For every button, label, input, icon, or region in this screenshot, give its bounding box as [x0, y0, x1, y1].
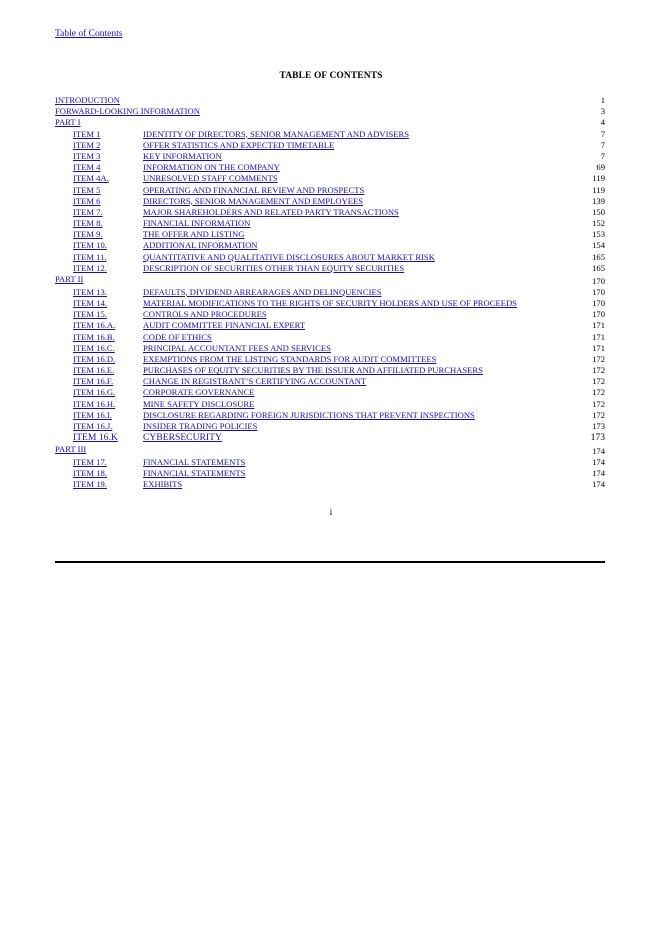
toc-item-row: [55, 399, 605, 410]
toc-item-row: [55, 479, 605, 490]
toc-item-title-link[interactable]: OPERATING AND FINANCIAL REVIEW AND PROSPECTS: [143, 184, 365, 195]
toc-item-title-link[interactable]: IDENTITY OF DIRECTORS, SENIOR MANAGEMENT AND ADVISERS: [143, 128, 410, 139]
toc-page-number: 1: [600, 95, 605, 105]
toc-page-number: 154: [592, 240, 605, 251]
toc-page-number: 170: [592, 276, 605, 286]
toc-page-number: 174: [592, 468, 605, 479]
toc-page-number: 174: [592, 446, 605, 457]
toc-page-number: 172: [592, 353, 605, 364]
toc-row-introduction: [55, 95, 605, 106]
toc-item-title-link[interactable]: FINANCIAL STATEMENTS: [143, 468, 246, 479]
toc-list: [55, 95, 605, 491]
toc-item-title-link[interactable]: CODE OF ETHICS: [143, 331, 212, 342]
toc-page-number: 150: [592, 206, 605, 217]
toc-link-forward-looking[interactable]: FORWARD-LOOKING INFORMATION: [55, 106, 200, 117]
toc-item-row: [55, 129, 605, 140]
toc-item-number-link[interactable]: ITEM 16.C.: [73, 342, 115, 353]
toc-link-part-ii[interactable]: PART II: [55, 274, 84, 284]
toc-item-row: [55, 263, 605, 274]
toc-item-title-link[interactable]: OFFER STATISTICS AND EXPECTED TIMETABLE: [143, 139, 335, 150]
toc-page-number: 172: [592, 387, 605, 398]
toc-item-number-link[interactable]: ITEM 8.: [73, 218, 103, 229]
toc-page-number: 173: [592, 421, 605, 432]
toc-page-number: 172: [592, 376, 605, 387]
toc-item-number-link[interactable]: ITEM 15.: [73, 309, 107, 320]
toc-item-number-link[interactable]: ITEM 16.I.: [73, 409, 112, 420]
toc-page-number: 7: [600, 139, 605, 150]
toc-item-number-link[interactable]: ITEM 14.: [73, 297, 107, 308]
toc-item-number-link[interactable]: ITEM 16.F.: [73, 376, 114, 387]
toc-link-part-iii[interactable]: PART III: [55, 444, 87, 455]
toc-page-number: 69: [596, 162, 605, 173]
toc-item-number-link[interactable]: ITEM 16.A.: [73, 320, 116, 331]
toc-item-row: [55, 151, 605, 162]
toc-link-introduction[interactable]: INTRODUCTION: [55, 95, 120, 105]
toc-item-title-link[interactable]: INFORMATION ON THE COMPANY: [143, 162, 280, 173]
toc-item-title-link[interactable]: PURCHASES OF EQUITY SECURITIES BY THE ISSUER AND AFFILIATED PURCHASERS: [143, 365, 483, 376]
toc-item-row: [55, 162, 605, 173]
toc-item-title-link[interactable]: INSIDER TRADING POLICIES: [143, 421, 258, 432]
toc-item-title-link[interactable]: KEY INFORMATION: [143, 150, 222, 161]
toc-page-number: 172: [592, 409, 605, 420]
toc-page-number: 174: [592, 479, 605, 490]
toc-item-row: [55, 320, 605, 331]
toc-page-number: 152: [592, 218, 605, 229]
toc-item-row: [55, 140, 605, 151]
toc-item-number-link[interactable]: ITEM 4: [73, 162, 101, 173]
toc-item-row: [55, 332, 605, 343]
toc-item-number-link[interactable]: ITEM 11.: [73, 251, 107, 262]
page-number: i: [329, 508, 333, 518]
toc-page-number: 171: [592, 331, 605, 342]
toc-item-title-link[interactable]: MAJOR SHAREHOLDERS AND RELATED PARTY TRANSACTIONS: [143, 206, 399, 217]
toc-item-number-link[interactable]: ITEM 6: [73, 195, 101, 206]
toc-item-number-link[interactable]: ITEM 9.: [73, 229, 103, 240]
toc-item-title-link[interactable]: CYBERSECURITY: [143, 432, 222, 444]
toc-item-title-link[interactable]: QUANTITATIVE AND QUALITATIVE DISCLOSURES ABOUT MARKET RISK: [143, 251, 435, 262]
toc-item-title-link[interactable]: PRINCIPAL ACCOUNTANT FEES AND SERVICES: [143, 342, 331, 353]
toc-item-title-link[interactable]: MATERIAL MODIFICATIONS TO THE RIGHTS OF SECURITY HOLDERS AND USE OF PROCEEDS: [143, 297, 517, 308]
toc-row-part-ii: [55, 274, 605, 287]
toc-page-number: 171: [592, 320, 605, 331]
toc-page-number: 4: [600, 117, 605, 128]
toc-item-title-link[interactable]: CORPORATE GOVERNANCE: [143, 387, 255, 398]
toc-page-number: 119: [592, 173, 605, 184]
toc-item-number-link[interactable]: ITEM 5: [73, 184, 101, 195]
toc-item-number-link[interactable]: ITEM 16.E.: [73, 365, 115, 376]
toc-item-number-link[interactable]: ITEM 10.: [73, 240, 107, 251]
toc-item-title-link[interactable]: AUDIT COMMITTEE FINANCIAL EXPERT: [143, 320, 306, 331]
toc-item-row: [55, 410, 605, 421]
toc-page-number: 7: [600, 150, 605, 161]
toc-page-number: 173: [590, 432, 605, 444]
toc-item-number-link[interactable]: ITEM 16.D.: [73, 353, 116, 364]
toc-page-number: 172: [592, 398, 605, 409]
toc-item-row: [55, 309, 605, 320]
toc-item-title-link[interactable]: DIRECTORS, SENIOR MANAGEMENT AND EMPLOYEES: [143, 195, 364, 206]
toc-item-number-link[interactable]: ITEM 16.B.: [73, 331, 115, 342]
table-of-contents-link[interactable]: Table of Contents: [55, 29, 123, 39]
page-title: TABLE OF CONTENTS: [279, 71, 383, 81]
toc-item-row: [55, 468, 605, 479]
toc-item-title-link[interactable]: FINANCIAL INFORMATION: [143, 218, 251, 229]
toc-item-title-link[interactable]: THE OFFER AND LISTING: [143, 229, 245, 240]
toc-item-title-link[interactable]: UNRESOLVED STAFF COMMENTS: [143, 173, 278, 184]
toc-item-row: [55, 287, 605, 298]
toc-item-number-link[interactable]: ITEM 1: [73, 128, 101, 139]
toc-item-title-link[interactable]: EXHIBITS: [143, 479, 183, 490]
toc-item-number-link[interactable]: ITEM 18.: [73, 468, 107, 479]
toc-item-number-link[interactable]: ITEM 12.: [73, 262, 107, 273]
toc-item-row: [55, 354, 605, 365]
toc-item-row: [55, 196, 605, 207]
toc-item-row: [55, 173, 605, 184]
toc-page-number: 119: [592, 184, 605, 195]
toc-item-number-link[interactable]: ITEM 2: [73, 139, 101, 150]
toc-item-number-link[interactable]: ITEM 4A.: [73, 173, 109, 184]
toc-item-row: [55, 421, 605, 432]
toc-item-row: [55, 457, 605, 468]
toc-item-number-link[interactable]: ITEM 16.H.: [73, 398, 116, 409]
toc-item-row: [55, 229, 605, 240]
toc-page-number: 170: [592, 309, 605, 320]
toc-item-row: [55, 376, 605, 387]
toc-page-number: 174: [592, 457, 605, 468]
toc-item-number-link[interactable]: ITEM 17.: [73, 457, 107, 468]
toc-item-number-link[interactable]: ITEM 7.: [73, 206, 103, 217]
toc-item-number-link[interactable]: ITEM 19.: [73, 479, 107, 490]
toc-item-row: [55, 207, 605, 218]
toc-item-row: [55, 365, 605, 376]
toc-item-title-link[interactable]: DESCRIPTION OF SECURITIES OTHER THAN EQUITY SECURITIES: [143, 262, 405, 273]
page-divider: [55, 561, 605, 563]
toc-item-title-link[interactable]: EXEMPTIONS FROM THE LISTING STANDARDS FOR AUDIT COMMITTEES: [143, 353, 437, 364]
toc-item-title-link[interactable]: DEFAULTS, DIVIDEND ARREARAGES AND DELINQUENCIES: [143, 286, 382, 297]
toc-item-row: [55, 432, 605, 444]
toc-item-title-link[interactable]: DISCLOSURE REGARDING FOREIGN JURISDICTIONS THAT PREVENT INSPECTIONS: [143, 409, 475, 420]
toc-item-title-link[interactable]: FINANCIAL STATEMENTS: [143, 457, 246, 468]
toc-page-number: 171: [592, 342, 605, 353]
toc-row-part-iii: [55, 444, 605, 457]
toc-page-number: 165: [592, 251, 605, 262]
toc-page-number: 170: [592, 297, 605, 308]
toc-page-number: 139: [592, 195, 605, 206]
toc-row-forward-looking: [55, 106, 605, 117]
toc-item-number-link[interactable]: ITEM 16.J.: [73, 421, 113, 432]
toc-row-part-i: [55, 117, 605, 128]
toc-item-row: [55, 387, 605, 398]
toc-page-number: 165: [592, 262, 605, 273]
toc-page-number: 172: [592, 365, 605, 376]
toc-item-number-link[interactable]: ITEM 13.: [73, 286, 107, 297]
toc-item-title-link[interactable]: ADDITIONAL INFORMATION: [143, 240, 258, 251]
toc-page-number: 153: [592, 229, 605, 240]
toc-item-row: [55, 218, 605, 229]
toc-page-number: 170: [592, 286, 605, 297]
toc-item-row: [55, 252, 605, 263]
toc-page-number: 3: [600, 106, 605, 117]
toc-item-number-link[interactable]: ITEM 3: [73, 150, 101, 161]
toc-item-row: [55, 298, 605, 309]
toc-item-number-link[interactable]: ITEM 16.G.: [73, 387, 116, 398]
toc-page-number: 7: [600, 128, 605, 139]
toc-item-number-link[interactable]: ITEM 16.K: [73, 432, 118, 444]
toc-link-part-i[interactable]: PART I: [55, 117, 81, 128]
toc-item-row: [55, 240, 605, 251]
toc-item-row: [55, 343, 605, 354]
toc-item-row: [55, 185, 605, 196]
toc-item-title-link[interactable]: CONTROLS AND PROCEDURES: [143, 309, 267, 320]
toc-item-title-link[interactable]: CHANGE IN REGISTRANT’S CERTIFYING ACCOUNTANT: [143, 376, 367, 387]
toc-item-title-link[interactable]: MINE SAFETY DISCLOSURE: [143, 398, 255, 409]
